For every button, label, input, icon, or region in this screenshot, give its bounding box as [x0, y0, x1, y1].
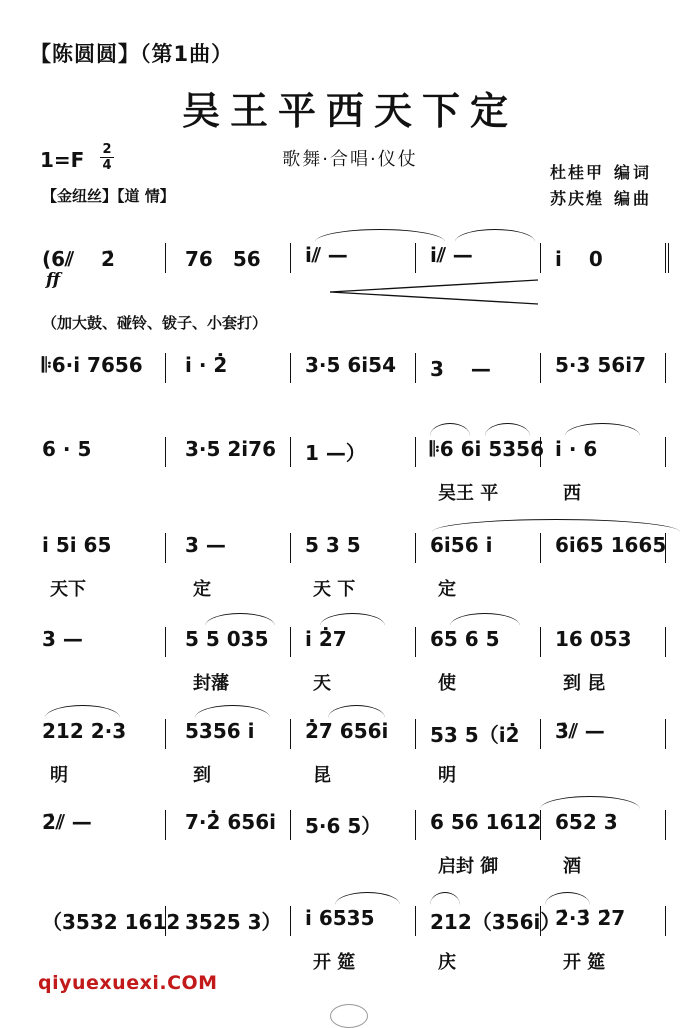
measure: 3525 3）: [185, 910, 282, 934]
bar-line: [665, 533, 666, 563]
slur-arc: [545, 892, 590, 905]
dynamic-marking: ff: [46, 270, 61, 290]
measure: (6⫽ 2̇: [42, 247, 115, 271]
measure: 𝄆6·i 7656: [42, 353, 143, 377]
measure: 5 3 5: [305, 533, 361, 557]
tune-names: 【金纽丝】【道 情】: [42, 187, 175, 205]
slur-arc: [315, 229, 445, 242]
lyric-text: 封藩: [193, 673, 229, 694]
bar-line: [415, 906, 416, 936]
measure: i⫽ —: [430, 243, 473, 267]
decrescendo-hairpin: [330, 278, 540, 306]
bar-line: [540, 719, 541, 749]
bar-line: [665, 243, 669, 273]
measure: i · 2̇: [185, 353, 228, 377]
lyricist-name: 杜桂甲: [550, 163, 605, 182]
measure: 5·6 5）: [305, 814, 382, 838]
page-ornament: [330, 1004, 368, 1028]
slur-arc: [455, 229, 535, 242]
measure: 3 —: [42, 627, 83, 651]
bar-line: [415, 719, 416, 749]
opera-header: 【陈圆圆】（第1曲）: [30, 42, 234, 66]
bar-line: [165, 810, 166, 840]
bar-line: [665, 437, 666, 467]
bar-line: [165, 533, 166, 563]
measure: 53 5（i2̇: [430, 723, 520, 747]
bar-line: [165, 437, 166, 467]
bar-line: [165, 719, 166, 749]
lyric-text: 天 下: [313, 579, 356, 600]
notation-row: [0, 627, 700, 707]
bar-line: [165, 243, 166, 273]
bar-line: [540, 437, 541, 467]
bar-line: [415, 627, 416, 657]
measure: i⫽ —: [305, 243, 348, 267]
notation-row: [0, 353, 700, 433]
measure: 5 5 035: [185, 627, 269, 651]
performance-style: 歌舞·合唱·仪仗: [282, 149, 418, 170]
lyric-text: 定: [438, 579, 456, 600]
slur-arc: [432, 519, 680, 532]
bar-line: [665, 353, 666, 383]
bar-line: [290, 533, 291, 563]
measure: i 6535: [305, 906, 375, 930]
measure: 3̇⫽ —: [555, 719, 605, 743]
lyric-text: 明: [50, 765, 68, 786]
bar-line: [415, 533, 416, 563]
lyric-text: 天: [313, 673, 331, 694]
lyric-text: 酒: [563, 856, 581, 877]
lyric-text: 昆: [313, 765, 331, 786]
measure: 2̇⫽ —: [42, 810, 92, 834]
notation-row: [0, 810, 700, 890]
bar-line: [165, 627, 166, 657]
instruments-note: （加大鼓、碰铃、钹子、小套打）: [42, 314, 268, 332]
lyric-text: 开 筵: [313, 952, 356, 973]
measure: 2̇7 656i: [305, 719, 389, 743]
bar-line: [665, 627, 666, 657]
measure: 65 6 5: [430, 627, 500, 651]
measure: 2̇·3̇ 2̇7: [555, 906, 626, 930]
bar-line: [540, 353, 541, 383]
credit-composer: [550, 186, 652, 209]
measure: 3 —: [430, 357, 491, 381]
measure: 6i65 1665: [555, 533, 667, 557]
measure: i 0: [555, 247, 603, 271]
bar-line: [415, 810, 416, 840]
credit-lyricist: [550, 160, 652, 183]
slur-arc: [450, 613, 520, 626]
slur-arc: [205, 613, 275, 626]
measure: 652 3: [555, 810, 618, 834]
bar-line: [540, 243, 541, 273]
composer-name: 苏庆煌: [550, 189, 605, 208]
bar-line: [165, 353, 166, 383]
bar-line: [415, 353, 416, 383]
slur-arc: [335, 892, 400, 905]
measure: 6i56 i: [430, 533, 493, 557]
measure: 6 56 1612: [430, 810, 542, 834]
bar-line: [290, 719, 291, 749]
measure: i 2̇7: [305, 627, 347, 651]
measure: 1 —）: [305, 441, 366, 465]
bar-line: [665, 810, 666, 840]
bar-line: [540, 906, 541, 936]
bar-line: [290, 906, 291, 936]
lyric-text: 开 筵: [563, 952, 606, 973]
lyric-text: 定: [193, 579, 211, 600]
lyric-text: 吴王 平: [438, 483, 499, 504]
measure: i · 6: [555, 437, 598, 461]
lyric-text: 到: [193, 765, 211, 786]
meter-bottom: 4: [100, 157, 114, 173]
measure: i 5i 65: [42, 533, 112, 557]
bar-line: [290, 353, 291, 383]
bar-line: [415, 243, 416, 273]
bar-line: [665, 906, 666, 936]
piece-title: 吴王平西天下定: [181, 88, 518, 133]
lyric-text: 使: [438, 673, 456, 694]
slur-arc: [320, 613, 385, 626]
slur-arc: [430, 892, 460, 905]
measure: 76 56: [185, 247, 261, 271]
bar-line: [540, 810, 541, 840]
bar-line: [290, 810, 291, 840]
measure: 212 2·3: [42, 719, 127, 743]
bar-line: [290, 437, 291, 467]
measure: 7·2̇ 656i: [185, 810, 276, 834]
measure: 16 053: [555, 627, 632, 651]
bar-line: [415, 437, 416, 467]
composer-role: 编曲: [614, 189, 653, 208]
bar-line: [165, 906, 166, 936]
site-watermark: qiyuexuexi.COM: [38, 972, 218, 994]
measure: 3·5 2i76: [185, 437, 276, 461]
lyric-text: 天下: [50, 579, 86, 600]
measure: 6 · 5: [42, 437, 92, 461]
notation-row: [0, 437, 700, 517]
measure: 3 —: [185, 533, 226, 557]
measure: 212（356i）: [430, 910, 561, 934]
lyric-text: 西: [563, 483, 581, 504]
bar-line: [290, 243, 291, 273]
measure: 𝄆6 6i 5356: [430, 437, 544, 461]
bar-line: [540, 627, 541, 657]
measure: 5·3 56i7: [555, 353, 646, 377]
meter-top: 2: [102, 142, 112, 157]
notation-row: [0, 533, 700, 613]
bar-line: [540, 533, 541, 563]
key-signature: 1=F: [40, 148, 85, 172]
measure: 3·5 6i54: [305, 353, 396, 377]
lyric-text: 明: [438, 765, 456, 786]
bar-line: [290, 627, 291, 657]
lyric-text: 庆: [438, 952, 456, 973]
measure: 5356 i: [185, 719, 255, 743]
lyric-text: 到 昆: [563, 673, 606, 694]
bar-line: [665, 719, 666, 749]
measure: （3532 1612: [42, 910, 181, 934]
lyric-text: 启封 御: [438, 856, 499, 877]
notation-row: [0, 719, 700, 799]
lyricist-role: 编词: [614, 163, 653, 182]
